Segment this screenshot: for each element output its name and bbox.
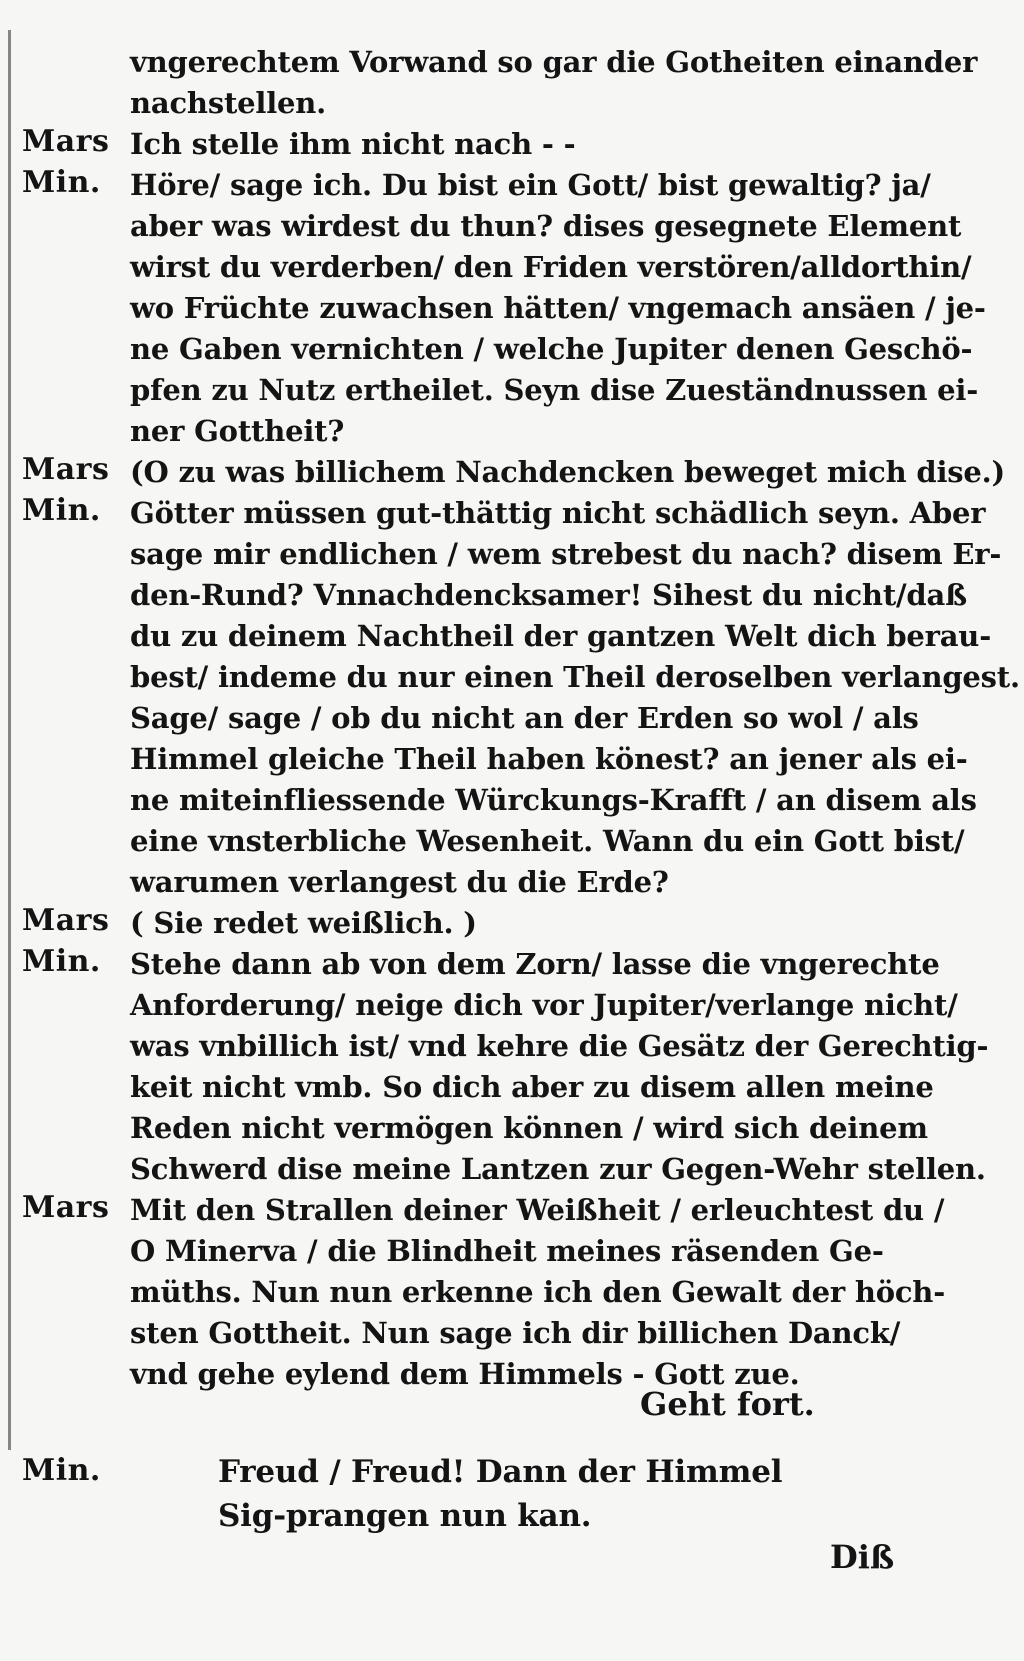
speech-text bbox=[130, 493, 1020, 903]
text-line: ne miteinfliessende Würckungs-Krafft / an disem als bbox=[130, 783, 977, 817]
speech-text bbox=[130, 903, 895, 944]
speaker-label: Mars bbox=[22, 903, 110, 938]
text-line: Götter müssen gut-thättig nicht schädlich seyn. Aber bbox=[130, 496, 986, 530]
speaker-label: Mars bbox=[22, 452, 110, 487]
stage-direction: Geht fort. bbox=[640, 1385, 815, 1423]
text-line: vngerechtem Vorwand so gar die Gotheiten einander bbox=[130, 45, 978, 79]
text-line: ne Gaben vernichten / welche Jupiter denen Geschö- bbox=[130, 332, 973, 366]
text-line: ner Gottheit? bbox=[130, 414, 345, 448]
text-line: ( Sie redet weißlich. ) bbox=[130, 906, 477, 940]
speech-text bbox=[130, 452, 1006, 493]
speaker-label: Mars bbox=[22, 124, 110, 159]
speaker-label: Min. bbox=[22, 944, 101, 979]
speech-text bbox=[130, 944, 989, 1190]
text-line: Himmel gleiche Theil haben könest? an jener als ei- bbox=[130, 742, 968, 776]
verse-text bbox=[218, 1450, 783, 1538]
text-line: sage mir endlichen / wem strebest du nach? disem Er- bbox=[130, 537, 1002, 571]
text-line: Mit den Strallen deiner Weißheit / erleuchtest du / bbox=[130, 1193, 945, 1227]
text-line: den-Rund? Vnnachdencksamer! Sihest du nicht/daß bbox=[130, 578, 967, 612]
text-line: best/ indeme du nur einen Theil deroselben verlangest. bbox=[130, 660, 1020, 694]
text-line: keit nicht vmb. So dich aber zu disem allen meine bbox=[130, 1070, 934, 1104]
speech-text bbox=[130, 42, 978, 124]
text-line: pfen zu Nutz ertheilet. Seyn dise Zueständnussen ei- bbox=[130, 373, 979, 407]
speech-text bbox=[130, 1190, 946, 1395]
page-edge-shadow bbox=[8, 30, 11, 1450]
text-line: aber was wirdest du thun? dises gesegnete Element bbox=[130, 209, 962, 243]
text-line: sten Gottheit. Nun sage ich dir billichen Danck/ bbox=[130, 1316, 901, 1350]
text-line: Ich stelle ihm nicht nach - - bbox=[130, 127, 576, 161]
text-line: wo Früchte zuwachsen hätten/ vngemach ansäen / je- bbox=[130, 291, 986, 325]
text-line: Höre/ sage ich. Du bist ein Gott/ bist gewaltig? ja/ bbox=[130, 168, 931, 202]
text-line: warumen verlangest du die Erde? bbox=[130, 865, 669, 899]
speech-text bbox=[130, 165, 986, 452]
speech-text bbox=[130, 124, 895, 165]
text-line: du zu deinem Nachtheil der gantzen Welt dich berau- bbox=[130, 619, 992, 653]
text-line: was vnbillich ist/ vnd kehre die Gesätz der Gerechtig- bbox=[130, 1029, 989, 1063]
speaker-label: Min. bbox=[22, 493, 101, 528]
text-line: O Minerva / die Blindheit meines räsenden Ge- bbox=[130, 1234, 884, 1268]
text-line: Sig-prangen nun kan. bbox=[218, 1498, 592, 1534]
text-line: vnd gehe eylend dem Himmels - Gott zue. bbox=[130, 1357, 800, 1391]
text-line: eine vnsterbliche Wesenheit. Wann du ein Gott bist/ bbox=[130, 824, 965, 858]
text-line: Anforderung/ neige dich vor Jupiter/verlange nicht/ bbox=[130, 988, 958, 1022]
text-line: wirst du verderben/ den Friden verstören/alldorthin/ bbox=[130, 250, 972, 284]
speaker-label: Mars bbox=[22, 1190, 110, 1225]
text-line: Reden nicht vermögen können / wird sich deinem bbox=[130, 1111, 928, 1145]
catchword: Diß bbox=[830, 1538, 895, 1576]
text-line: Sage/ sage / ob du nicht an der Erden so wol / als bbox=[130, 701, 919, 735]
text-line: Schwerd dise meine Lantzen zur Gegen-Wehr stellen. bbox=[130, 1152, 986, 1186]
text-line: müths. Nun nun erkenne ich den Gewalt der höch- bbox=[130, 1275, 946, 1309]
text-line: (O zu was billichem Nachdencken beweget mich dise.) bbox=[130, 455, 1006, 489]
speaker-label: Min. bbox=[22, 1453, 101, 1488]
text-line: Freud / Freud! Dann der Himmel bbox=[218, 1454, 783, 1490]
text-line: nachstellen. bbox=[130, 86, 327, 120]
text-line: Stehe dann ab von dem Zorn/ lasse die vngerechte bbox=[130, 947, 940, 981]
speaker-label: Min. bbox=[22, 165, 101, 200]
